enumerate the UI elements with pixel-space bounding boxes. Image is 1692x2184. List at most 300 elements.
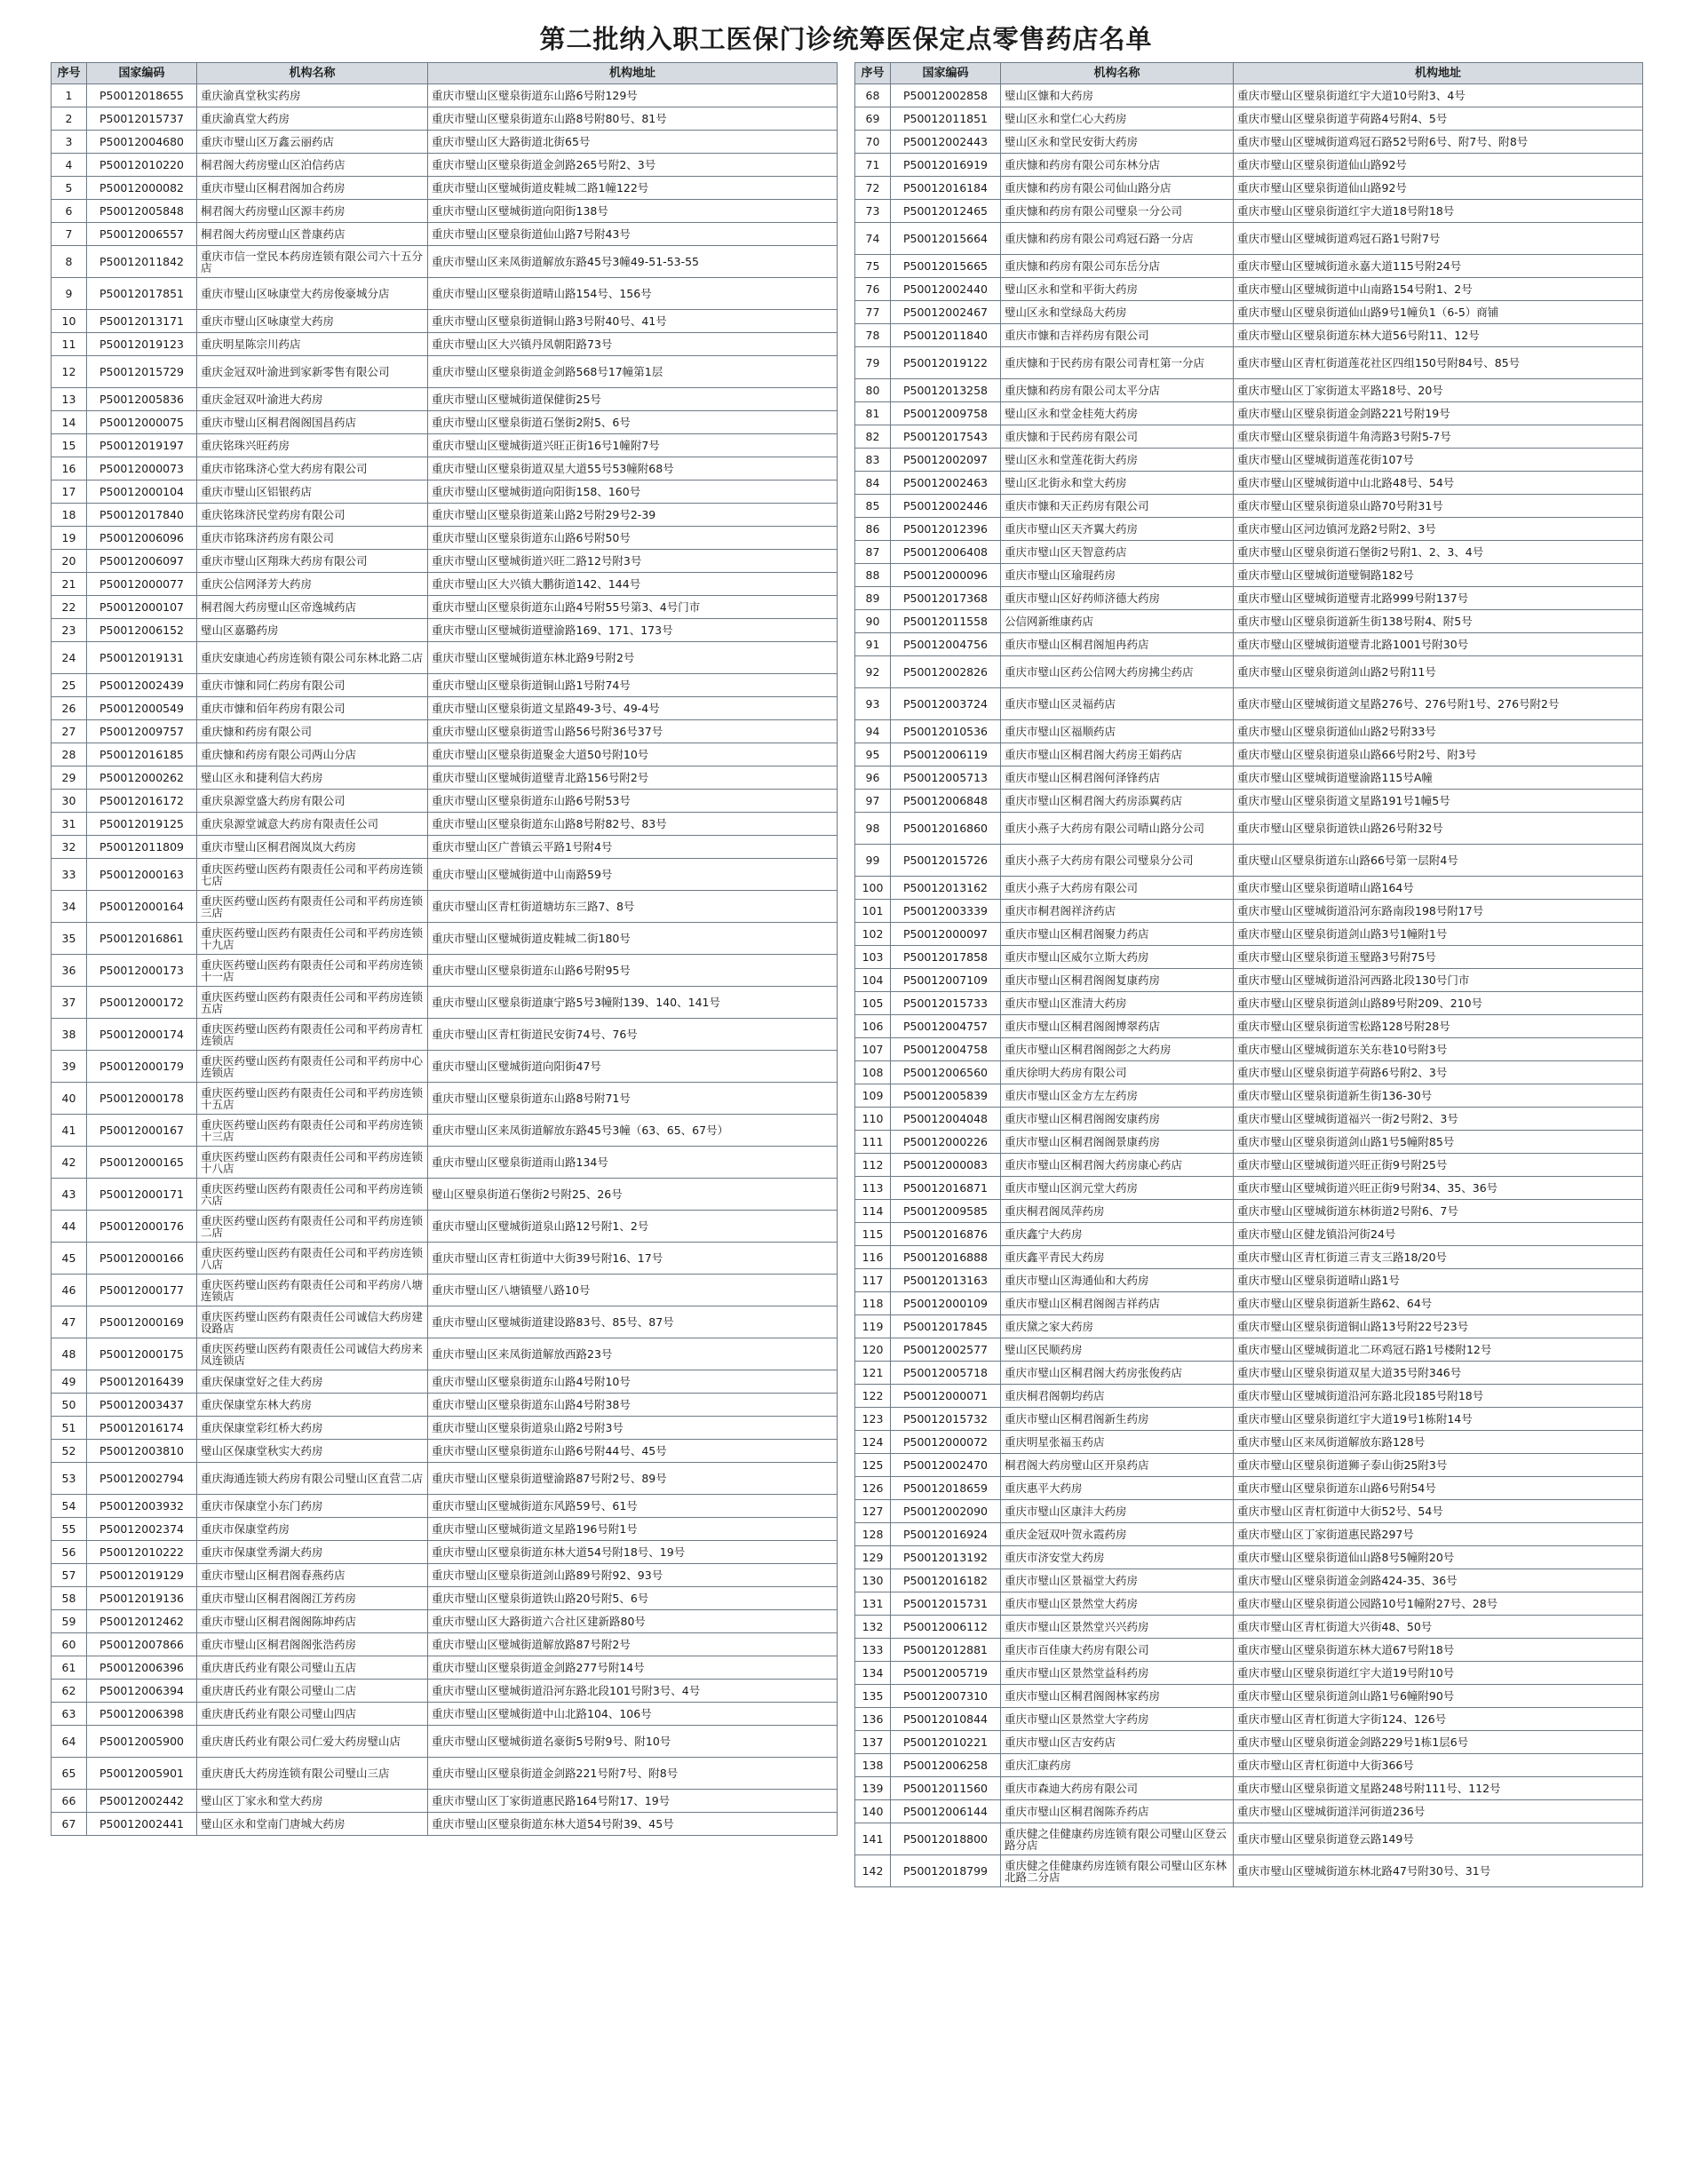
cell-address: 重庆市璧山区璧城街道璧铜路182号 xyxy=(1234,564,1643,587)
cell-index: 56 xyxy=(52,1541,87,1564)
table-row xyxy=(855,1662,1643,1685)
cell-index: 54 xyxy=(52,1495,87,1518)
cell-code: P50012002446 xyxy=(891,495,1001,518)
cell-index: 63 xyxy=(52,1703,87,1726)
cell-code: P50012013162 xyxy=(891,877,1001,900)
cell-index: 111 xyxy=(855,1131,891,1154)
cell-name: 重庆铭珠兴旺药房 xyxy=(197,434,428,457)
cell-index: 129 xyxy=(855,1546,891,1569)
cell-name: 重庆市信一堂民本药房连锁有限公司六十五分店 xyxy=(197,246,428,278)
cell-index: 7 xyxy=(52,223,87,246)
cell-name: 重庆金冠双叶贺永霞药房 xyxy=(1001,1523,1234,1546)
cell-name: 璧山区保康堂秋实大药房 xyxy=(197,1440,428,1463)
cell-code: P50012002440 xyxy=(891,278,1001,301)
cell-code: P50012016439 xyxy=(87,1370,197,1394)
cell-code: P50012018659 xyxy=(891,1477,1001,1500)
cell-address: 重庆市璧山区璧城街道北二环鸡冠石路1号楼附12号 xyxy=(1234,1338,1643,1362)
cell-address: 重庆市璧山区璧泉街道剑山路89号附92、93号 xyxy=(428,1564,838,1587)
cell-index: 120 xyxy=(855,1338,891,1362)
cell-index: 19 xyxy=(52,527,87,550)
cell-index: 84 xyxy=(855,472,891,495)
cell-index: 65 xyxy=(52,1758,87,1790)
cell-index: 133 xyxy=(855,1639,891,1662)
cell-code: P50012006112 xyxy=(891,1616,1001,1639)
cell-code: P50012006560 xyxy=(891,1061,1001,1084)
table-row xyxy=(52,1703,838,1726)
cell-address: 重庆市璧山区璧泉街道东林大道54号附18号、19号 xyxy=(428,1541,838,1564)
table-row xyxy=(52,674,838,697)
table-row xyxy=(855,107,1643,131)
cell-address: 重庆市璧山区璧城街道皮鞋城二街180号 xyxy=(428,923,838,955)
cell-index: 49 xyxy=(52,1370,87,1394)
cell-index: 95 xyxy=(855,743,891,766)
cell-address: 重庆市璧山区来凤街道解放东路45号3幢49-51-53-55 xyxy=(428,246,838,278)
cell-index: 10 xyxy=(52,310,87,333)
cell-address: 重庆市璧山区璧泉街道石堡街2号附1、2、3、4号 xyxy=(1234,541,1643,564)
cell-address: 重庆市璧山区璧城街道解放路87号附2号 xyxy=(428,1633,838,1656)
cell-address: 重庆璧山区璧泉街道东山路66号第一层附4号 xyxy=(1234,845,1643,877)
cell-code: P50012004680 xyxy=(87,131,197,154)
cell-name: 重庆保康堂彩红桥大药房 xyxy=(197,1417,428,1440)
cell-address: 重庆市璧山区丁家街道惠民路297号 xyxy=(1234,1523,1643,1546)
cell-code: P50012016924 xyxy=(891,1523,1001,1546)
cell-code: P50012006394 xyxy=(87,1680,197,1703)
cell-name: 重庆市璧山区桐君阁新生药房 xyxy=(1001,1408,1234,1431)
cell-address: 重庆市璧山区璧城街道东林街道2号附6、7号 xyxy=(1234,1200,1643,1223)
cell-index: 132 xyxy=(855,1616,891,1639)
cell-address: 重庆市璧山区璧城街道兴旺正街16号1幢附7号 xyxy=(428,434,838,457)
cell-code: P50012011560 xyxy=(891,1777,1001,1800)
cell-address: 重庆市璧山区璧泉街道铜山路3号附40号、41号 xyxy=(428,310,838,333)
cell-index: 38 xyxy=(52,1019,87,1051)
cell-address: 重庆市璧山区璧城街道沿河东路南段198号附17号 xyxy=(1234,900,1643,923)
cell-code: P50012002374 xyxy=(87,1518,197,1541)
cell-name: 重庆唐氏药业有限公司璧山四店 xyxy=(197,1703,428,1726)
pharmacy-table-left xyxy=(51,62,838,1836)
table-row xyxy=(855,845,1643,877)
table-row xyxy=(855,1800,1643,1823)
cell-code: P50012007310 xyxy=(891,1685,1001,1708)
cell-name: 重庆公信网泽芳大药房 xyxy=(197,573,428,596)
cell-address: 重庆市璧山区璧泉街道金剑路221号附7号、附8号 xyxy=(428,1758,838,1790)
cell-address: 重庆市璧山区璧泉街道双星大道35号附346号 xyxy=(1234,1362,1643,1385)
cell-name: 重庆市璧山区桐君阁阁国昌药店 xyxy=(197,411,428,434)
cell-address: 重庆市璧山区璧泉街道芋荷路6号附2、3号 xyxy=(1234,1061,1643,1084)
cell-address: 重庆市璧山区丁家街道太平路18号、20号 xyxy=(1234,379,1643,402)
cell-code: P50012000083 xyxy=(891,1154,1001,1177)
table-row xyxy=(855,1823,1643,1855)
cell-name: 重庆医药璧山医药有限责任公司和平药房连锁三店 xyxy=(197,891,428,923)
table-row xyxy=(52,457,838,480)
cell-index: 140 xyxy=(855,1800,891,1823)
table-row xyxy=(52,1019,838,1051)
table-row xyxy=(855,1269,1643,1292)
cell-name: 重庆保康堂好之佳大药房 xyxy=(197,1370,428,1394)
cell-name: 重庆市桐君阁祥济药店 xyxy=(1001,900,1234,923)
table-row xyxy=(52,573,838,596)
cell-name: 重庆市璧山区海通仙和大药房 xyxy=(1001,1269,1234,1292)
cell-address: 重庆市璧山区璧泉街道仙山路92号 xyxy=(1234,177,1643,200)
cell-name: 重庆医药璧山医药有限责任公司诚信大药房建设路店 xyxy=(197,1306,428,1338)
cell-code: P50012016860 xyxy=(891,813,1001,845)
cell-code: P50012012465 xyxy=(891,200,1001,223)
cell-address: 重庆市璧山区璧泉街道剑山路2号附11号 xyxy=(1234,656,1643,688)
cell-name: 重庆市璧山区景然堂兴兴药房 xyxy=(1001,1616,1234,1639)
cell-address: 重庆市璧山区璧城街道文星路276号、276号附1号、276号附2号 xyxy=(1234,688,1643,720)
cell-address: 重庆市璧山区璧泉街道东山路6号附50号 xyxy=(428,527,838,550)
cell-index: 39 xyxy=(52,1051,87,1083)
cell-code: P50012013171 xyxy=(87,310,197,333)
cell-name: 重庆市璧山区康沣大药房 xyxy=(1001,1500,1234,1523)
table-row xyxy=(855,1154,1643,1177)
table-row xyxy=(855,564,1643,587)
cell-code: P50012016861 xyxy=(87,923,197,955)
cell-code: P50012000163 xyxy=(87,859,197,891)
cell-name: 重庆医药璧山医药有限责任公司和平药房中心连锁店 xyxy=(197,1051,428,1083)
cell-index: 77 xyxy=(855,301,891,324)
pharmacy-table-right xyxy=(854,62,1643,1887)
cell-code: P50012005900 xyxy=(87,1726,197,1758)
table-row xyxy=(855,1523,1643,1546)
cell-address: 重庆市璧山区璧泉街道东山路6号附53号 xyxy=(428,790,838,813)
cell-index: 121 xyxy=(855,1362,891,1385)
table-row xyxy=(855,1431,1643,1454)
table-row xyxy=(855,347,1643,379)
cell-code: P50012000104 xyxy=(87,480,197,504)
cell-code: P50012012396 xyxy=(891,518,1001,541)
cell-address: 重庆市璧山区大兴镇大鹏街道142、144号 xyxy=(428,573,838,596)
table-row xyxy=(52,278,838,310)
cell-name: 重庆健之佳健康药房连锁有限公司璧山区东林北路二分店 xyxy=(1001,1855,1234,1887)
cell-index: 107 xyxy=(855,1038,891,1061)
table-row xyxy=(855,84,1643,107)
table-row xyxy=(52,411,838,434)
table-row xyxy=(855,813,1643,845)
cell-name: 重庆医药璧山医药有限责任公司和平药房连锁十一店 xyxy=(197,955,428,987)
cell-code: P50012016876 xyxy=(891,1223,1001,1246)
table-row xyxy=(52,1518,838,1541)
cell-index: 35 xyxy=(52,923,87,955)
cell-name: 重庆唐氏药业有限公司璧山二店 xyxy=(197,1680,428,1703)
cell-name: 重庆市璧山区桐君阁春燕药店 xyxy=(197,1564,428,1587)
cell-address: 重庆市璧山区璧城街道璧青北路999号附137号 xyxy=(1234,587,1643,610)
cell-code: P50012002439 xyxy=(87,674,197,697)
cell-index: 134 xyxy=(855,1662,891,1685)
cell-name: 璧山区永和捷利信大药房 xyxy=(197,766,428,790)
cell-address: 重庆市璧山区璧泉街道东山路6号附129号 xyxy=(428,84,838,107)
cell-name: 桐君阁大药房璧山区泊信药店 xyxy=(197,154,428,177)
cell-index: 122 xyxy=(855,1385,891,1408)
table-row xyxy=(52,1147,838,1179)
cell-address: 重庆市璧山区璧城街道东风路59号、61号 xyxy=(428,1495,838,1518)
table-row xyxy=(52,813,838,836)
table-row xyxy=(855,1546,1643,1569)
cell-index: 34 xyxy=(52,891,87,923)
table-row xyxy=(855,688,1643,720)
cell-index: 64 xyxy=(52,1726,87,1758)
table-row xyxy=(855,1708,1643,1731)
cell-code: P50012017858 xyxy=(891,946,1001,969)
cell-code: P50012011840 xyxy=(891,324,1001,347)
cell-code: P50012018799 xyxy=(891,1855,1001,1887)
cell-address: 重庆市璧山区璧城街道鸡冠石路1号附7号 xyxy=(1234,223,1643,255)
cell-code: P50012006152 xyxy=(87,619,197,642)
cell-address: 重庆市璧山区璧泉街道剑山路1号6幢附90号 xyxy=(1234,1685,1643,1708)
cell-address: 重庆市璧山区来凤街道解放东路128号 xyxy=(1234,1431,1643,1454)
table-row xyxy=(855,1131,1643,1154)
cell-address: 重庆市璧山区璧城街道兴旺二路12号附3号 xyxy=(428,550,838,573)
table-row xyxy=(855,1200,1643,1223)
cell-name: 重庆慷和药房有限公司鸡冠石路一分店 xyxy=(1001,223,1234,255)
cell-name: 重庆金冠双叶渝进到家新零售有限公司 xyxy=(197,356,428,388)
cell-name: 璧山区永和堂金桂苑大药房 xyxy=(1001,402,1234,425)
cell-name: 重庆市璧山区桐君阁阁吉祥药店 xyxy=(1001,1292,1234,1315)
cell-name: 重庆市璧山区桐君阁阁张浩药房 xyxy=(197,1633,428,1656)
cell-index: 136 xyxy=(855,1708,891,1731)
table-row xyxy=(52,1813,838,1836)
cell-name: 重庆市璧山区天齐翼大药房 xyxy=(1001,518,1234,541)
cell-name: 重庆市铭珠济药房有限公司 xyxy=(197,527,428,550)
cell-address: 重庆市璧山区璧城街道兴旺正街9号附34、35、36号 xyxy=(1234,1177,1643,1200)
table-row xyxy=(52,987,838,1019)
cell-address: 重庆市璧山区璧泉街道红宇大道19号附10号 xyxy=(1234,1662,1643,1685)
cell-name: 璧山区永和堂莲花街大药房 xyxy=(1001,449,1234,472)
table-row xyxy=(52,1051,838,1083)
cell-index: 119 xyxy=(855,1315,891,1338)
table-row xyxy=(52,1758,838,1790)
cell-index: 14 xyxy=(52,411,87,434)
cell-code: P50012002443 xyxy=(891,131,1001,154)
cell-index: 110 xyxy=(855,1108,891,1131)
cell-index: 130 xyxy=(855,1569,891,1592)
cell-index: 21 xyxy=(52,573,87,596)
cell-address: 重庆市璧山区璧城街道中山南路154号附1、2号 xyxy=(1234,278,1643,301)
cell-address: 重庆市璧山区璧泉街道东山路4号附10号 xyxy=(428,1370,838,1394)
cell-index: 126 xyxy=(855,1477,891,1500)
cell-name: 重庆小燕子大药房有限公司璧泉分公司 xyxy=(1001,845,1234,877)
cell-address: 重庆市璧山区来凤街道解放东路45号3幢（63、65、67号） xyxy=(428,1115,838,1147)
table-row xyxy=(855,1855,1643,1887)
col-header-address: 机构地址 xyxy=(1234,63,1643,84)
cell-index: 58 xyxy=(52,1587,87,1610)
cell-name: 重庆市璧山区桐君阁阁陈坤药店 xyxy=(197,1610,428,1633)
table-row xyxy=(52,333,838,356)
cell-code: P50012006398 xyxy=(87,1703,197,1726)
cell-index: 76 xyxy=(855,278,891,301)
cell-address: 重庆市璧山区青杠街道三青支三路18/20号 xyxy=(1234,1246,1643,1269)
cell-index: 13 xyxy=(52,388,87,411)
cell-address: 重庆市璧山区璧泉街道仙山路8号5幢附20号 xyxy=(1234,1546,1643,1569)
cell-name: 重庆鑫宁大药房 xyxy=(1001,1223,1234,1246)
cell-name: 重庆汇康药房 xyxy=(1001,1754,1234,1777)
cell-name: 重庆医药璧山医药有限责任公司和平药房连锁七店 xyxy=(197,859,428,891)
cell-code: P50012000175 xyxy=(87,1338,197,1370)
cell-address: 重庆市璧山区河边镇河龙路2号附2、3号 xyxy=(1234,518,1643,541)
cell-index: 75 xyxy=(855,255,891,278)
cell-code: P50012000109 xyxy=(891,1292,1001,1315)
cell-index: 8 xyxy=(52,246,87,278)
cell-code: P50012000107 xyxy=(87,596,197,619)
table-row xyxy=(855,1385,1643,1408)
cell-address: 重庆市璧山区璧泉街道红宇大道10号附3、4号 xyxy=(1234,84,1643,107)
cell-name: 重庆唐氏药业有限公司璧山五店 xyxy=(197,1656,428,1680)
cell-name: 重庆市璧山区桐君阁加合药房 xyxy=(197,177,428,200)
cell-address: 重庆市璧山区璧泉街道铜山路13号附22号23号 xyxy=(1234,1315,1643,1338)
cell-code: P50012019136 xyxy=(87,1587,197,1610)
cell-index: 26 xyxy=(52,697,87,720)
cell-name: 重庆市慷和同仁药房有限公司 xyxy=(197,674,428,697)
cell-index: 108 xyxy=(855,1061,891,1084)
cell-code: P50012000173 xyxy=(87,955,197,987)
cell-address: 重庆市璧山区璧城街道中山北路48号、54号 xyxy=(1234,472,1643,495)
cell-address: 重庆市璧山区璧城街道中山北路104、106号 xyxy=(428,1703,838,1726)
cell-name: 璧山区丁家永和堂大药房 xyxy=(197,1790,428,1813)
cell-code: P50012010844 xyxy=(891,1708,1001,1731)
table-row xyxy=(855,900,1643,923)
table-row xyxy=(52,84,838,107)
cell-index: 1 xyxy=(52,84,87,107)
cell-name: 重庆医药璧山医药有限责任公司和平药房连锁十五店 xyxy=(197,1083,428,1115)
cell-code: P50012000167 xyxy=(87,1115,197,1147)
cell-name: 重庆桐君阁凤萍药房 xyxy=(1001,1200,1234,1223)
cell-name: 重庆医药璧山医药有限责任公司和平药房连锁十八店 xyxy=(197,1147,428,1179)
cell-name: 桐君阁大药房璧山区开泉药店 xyxy=(1001,1454,1234,1477)
cell-name: 桐君阁大药房璧山区源丰药房 xyxy=(197,200,428,223)
table-row xyxy=(855,923,1643,946)
cell-code: P50012011809 xyxy=(87,836,197,859)
table-row xyxy=(52,356,838,388)
cell-code: P50012002442 xyxy=(87,1790,197,1813)
table-header xyxy=(855,63,1643,84)
cell-code: P50012000172 xyxy=(87,987,197,1019)
cell-name: 重庆市璧山区景福堂大药房 xyxy=(1001,1569,1234,1592)
cell-index: 52 xyxy=(52,1440,87,1463)
table-row xyxy=(52,200,838,223)
cell-name: 重庆慷和药房有限公司两山分店 xyxy=(197,743,428,766)
cell-index: 70 xyxy=(855,131,891,154)
cell-code: P50012006848 xyxy=(891,790,1001,813)
cell-address: 重庆市璧山区璧泉街道仙山路92号 xyxy=(1234,154,1643,177)
cell-index: 115 xyxy=(855,1223,891,1246)
cell-code: P50012002794 xyxy=(87,1463,197,1495)
cell-index: 43 xyxy=(52,1179,87,1211)
table-row xyxy=(52,1179,838,1211)
cell-address: 重庆市璧山区璧泉街道莱山路2号附29号2-39 xyxy=(428,504,838,527)
table-row xyxy=(52,1306,838,1338)
cell-code: P50012013192 xyxy=(891,1546,1001,1569)
cell-address: 重庆市璧山区璧泉街道公园路10号1幢附27号、28号 xyxy=(1234,1592,1643,1616)
cell-code: P50012000179 xyxy=(87,1051,197,1083)
cell-name: 重庆市璧山区桐君阁大药房张俊药店 xyxy=(1001,1362,1234,1385)
cell-code: P50012019122 xyxy=(891,347,1001,379)
cell-index: 68 xyxy=(855,84,891,107)
table-row xyxy=(855,790,1643,813)
table-row xyxy=(855,1569,1643,1592)
cell-code: P50012005836 xyxy=(87,388,197,411)
cell-address: 重庆市璧山区璧城街道东关东巷10号附3号 xyxy=(1234,1038,1643,1061)
cell-code: P50012005848 xyxy=(87,200,197,223)
cell-code: P50012000075 xyxy=(87,411,197,434)
cell-index: 139 xyxy=(855,1777,891,1800)
cell-name: 重庆市璧山区景然堂大药房 xyxy=(1001,1592,1234,1616)
cell-code: P50012016919 xyxy=(891,154,1001,177)
cell-name: 重庆市璧山区瑜琨药房 xyxy=(1001,564,1234,587)
cell-name: 重庆渝真堂秋实药房 xyxy=(197,84,428,107)
cell-address: 重庆市璧山区璧泉街道铁山路26号附32号 xyxy=(1234,813,1643,845)
cell-code: P50012000171 xyxy=(87,1179,197,1211)
cell-code: P50012005839 xyxy=(891,1084,1001,1108)
cell-address: 重庆市璧山区璧泉街道璧渝路87号附2号、89号 xyxy=(428,1463,838,1495)
cell-code: P50012000096 xyxy=(891,564,1001,587)
cell-address: 重庆市璧山区璧泉街道东林大道54号附39、45号 xyxy=(428,1813,838,1836)
cell-name: 重庆小燕子大药房有限公司晴山路分公司 xyxy=(1001,813,1234,845)
cell-address: 重庆市璧山区璧泉街道铁山路20号附5、6号 xyxy=(428,1587,838,1610)
cell-code: P50012012881 xyxy=(891,1639,1001,1662)
cell-code: P50012009758 xyxy=(891,402,1001,425)
cell-name: 重庆市济安堂大药房 xyxy=(1001,1546,1234,1569)
cell-code: P50012015664 xyxy=(891,223,1001,255)
cell-address: 重庆市璧山区璧泉街道剑山路89号附209、210号 xyxy=(1234,992,1643,1015)
cell-index: 74 xyxy=(855,223,891,255)
cell-code: P50012016871 xyxy=(891,1177,1001,1200)
table-row xyxy=(52,1726,838,1758)
cell-index: 94 xyxy=(855,720,891,743)
cell-index: 5 xyxy=(52,177,87,200)
cell-address: 重庆市璧山区璧泉街道石堡街2附5、6号 xyxy=(428,411,838,434)
col-header-index: 序号 xyxy=(855,63,891,84)
table-row xyxy=(855,969,1643,992)
cell-index: 36 xyxy=(52,955,87,987)
cell-name: 重庆市璧山区威尔立斯大药房 xyxy=(1001,946,1234,969)
cell-index: 4 xyxy=(52,154,87,177)
cell-index: 98 xyxy=(855,813,891,845)
table-row xyxy=(52,1541,838,1564)
table-row xyxy=(855,633,1643,656)
table-row xyxy=(855,1454,1643,1477)
cell-name: 重庆市慷和天正药房有限公司 xyxy=(1001,495,1234,518)
cell-name: 重庆医药璧山医药有限责任公司和平药房连锁八店 xyxy=(197,1243,428,1275)
cell-address: 重庆市璧山区璧泉街道芋荷路4号附4、5号 xyxy=(1234,107,1643,131)
table-row xyxy=(855,1292,1643,1315)
cell-name: 重庆市璧山区万鑫云丽药店 xyxy=(197,131,428,154)
cell-name: 重庆市璧山区桐君阁岚岚大药房 xyxy=(197,836,428,859)
cell-index: 18 xyxy=(52,504,87,527)
cell-address: 重庆市璧山区璧泉街道东山路6号附95号 xyxy=(428,955,838,987)
cell-code: P50012010536 xyxy=(891,720,1001,743)
table-row xyxy=(855,518,1643,541)
cell-index: 109 xyxy=(855,1084,891,1108)
table-row xyxy=(52,1275,838,1306)
cell-index: 71 xyxy=(855,154,891,177)
table-row xyxy=(855,743,1643,766)
cell-address: 重庆市璧山区璧泉街道文星路49-3号、49-4号 xyxy=(428,697,838,720)
cell-code: P50012000082 xyxy=(87,177,197,200)
page-title: 第二批纳入职工医保门诊统筹医保定点零售药店名单 xyxy=(539,24,1153,54)
cell-address: 重庆市璧山区璧泉街道晴山路1号 xyxy=(1234,1269,1643,1292)
cell-address: 重庆市璧山区璧城街道保健街25号 xyxy=(428,388,838,411)
cell-name: 重庆市璧山区翔珠大药房有限公司 xyxy=(197,550,428,573)
cell-address: 重庆市璧山区璧城街道福兴一街2号附2、3号 xyxy=(1234,1108,1643,1131)
cell-code: P50012002097 xyxy=(891,449,1001,472)
cell-index: 66 xyxy=(52,1790,87,1813)
cell-code: P50012003724 xyxy=(891,688,1001,720)
cell-index: 97 xyxy=(855,790,891,813)
cell-address: 重庆市璧山区璧泉街道雪松路128号附28号 xyxy=(1234,1015,1643,1038)
table-row xyxy=(855,1592,1643,1616)
cell-index: 25 xyxy=(52,674,87,697)
cell-name: 璧山区永和堂仁心大药房 xyxy=(1001,107,1234,131)
table-row xyxy=(52,434,838,457)
